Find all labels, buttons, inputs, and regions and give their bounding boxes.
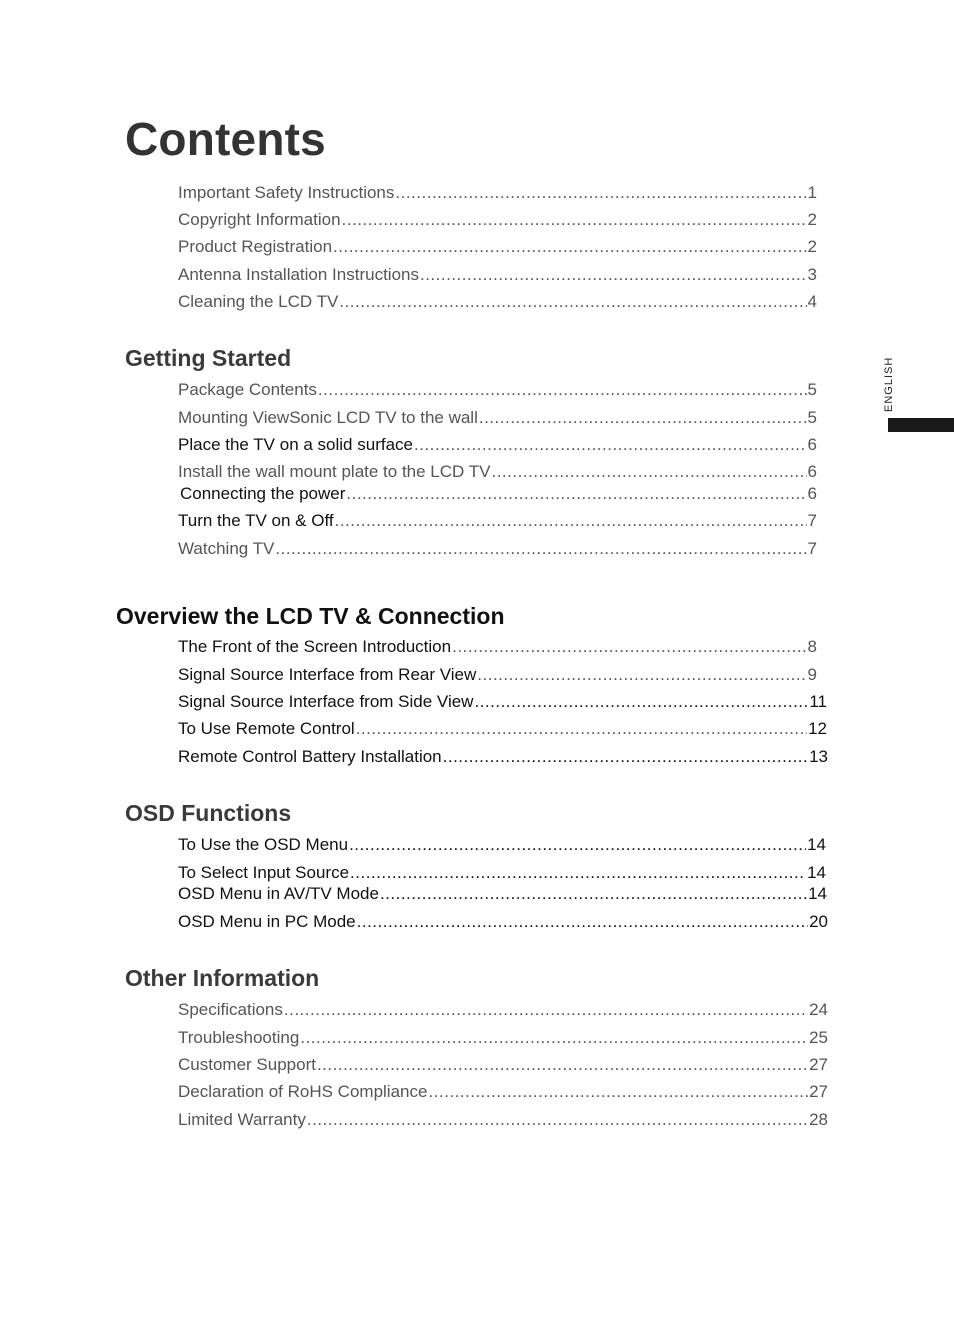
- toc-entry-title: Limited Warranty: [178, 1110, 306, 1129]
- toc-entry-title: Antenna Installation Instructions: [178, 265, 419, 284]
- toc-entry[interactable]: [178, 747, 828, 767]
- toc-entry-page: 14: [807, 863, 826, 882]
- toc-entry[interactable]: [178, 237, 817, 257]
- toc-entry-title: Connecting the power: [180, 484, 346, 503]
- toc-entry[interactable]: [178, 292, 817, 312]
- toc-leader: [342, 210, 807, 230]
- toc-entry-title: Important Safety Instructions: [178, 183, 395, 202]
- toc-entry[interactable]: [178, 1055, 828, 1075]
- toc-entry-title: Cleaning the LCD TV: [178, 292, 339, 311]
- toc-entry-page: 2: [807, 210, 817, 229]
- toc-entry-page: 11: [809, 692, 827, 711]
- toc-entry-page: 6: [807, 462, 817, 481]
- toc-entry[interactable]: [178, 408, 817, 428]
- toc-leader: [357, 912, 808, 932]
- toc-entry-page: 9: [807, 665, 817, 684]
- toc-entry-page: 6: [807, 484, 817, 503]
- toc-entry[interactable]: [178, 462, 817, 482]
- toc-entry-title: Customer Support: [178, 1055, 316, 1074]
- toc-entry-title: Copyright Information: [178, 210, 341, 229]
- toc-entry-title: Product Registration: [178, 237, 333, 256]
- toc-entry-title: Signal Source Interface from Side View: [178, 692, 474, 711]
- toc-entry-page: 2: [807, 237, 817, 256]
- toc-entry-page: 27: [809, 1055, 828, 1074]
- toc-entry-page: 27: [809, 1082, 828, 1101]
- toc-entry[interactable]: [178, 884, 827, 904]
- toc-entry[interactable]: [178, 637, 817, 657]
- toc-entry[interactable]: [178, 1110, 828, 1130]
- section-heading-overview: Overview the LCD TV & Connection: [116, 603, 505, 629]
- toc-entry-title: Turn the TV on & Off: [178, 511, 334, 530]
- language-tab-bar: [888, 418, 954, 432]
- toc-leader: [414, 435, 807, 455]
- toc-leader: [477, 665, 806, 685]
- toc-entry-title: Install the wall mount plate to the LCD TV: [178, 462, 491, 481]
- toc-leader: [318, 380, 807, 400]
- toc-entry-page: 28: [809, 1110, 828, 1129]
- toc-entry-title: Remote Control Battery Installation: [178, 747, 442, 766]
- toc-entry-title: Mounting ViewSonic LCD TV to the wall: [178, 408, 478, 427]
- toc-entry-title: To Use Remote Control: [178, 719, 355, 738]
- toc-entry[interactable]: [178, 835, 826, 855]
- toc-entry-title: Place the TV on a solid surface: [178, 435, 413, 454]
- toc-leader: [452, 637, 806, 657]
- toc-leader: [443, 747, 808, 767]
- toc-leader: [284, 1000, 808, 1020]
- toc-entry[interactable]: [178, 692, 827, 712]
- toc-entry-title: Signal Source Interface from Rear View: [178, 665, 477, 684]
- toc-entry-page: 8: [807, 637, 817, 656]
- toc-entry[interactable]: [178, 210, 817, 230]
- toc-entry[interactable]: [178, 539, 817, 559]
- section-heading-other-information: Other Information: [125, 965, 320, 991]
- toc-leader: [300, 1028, 808, 1048]
- toc-entry-title: Watching TV: [178, 539, 275, 558]
- toc-entry-page: 14: [808, 884, 827, 903]
- toc-leader: [479, 408, 807, 428]
- toc-entry[interactable]: [178, 719, 827, 739]
- toc-entry-page: 12: [808, 719, 827, 738]
- toc-entry[interactable]: [178, 1000, 828, 1020]
- toc-leader: [349, 835, 806, 855]
- toc-entry-page: 25: [809, 1028, 828, 1047]
- toc-entry-title: Package Contents: [178, 380, 317, 399]
- toc-entry-title: Troubleshooting: [178, 1028, 300, 1047]
- toc-leader: [335, 511, 807, 531]
- toc-entry[interactable]: [178, 665, 817, 685]
- toc-entry[interactable]: [178, 265, 817, 285]
- toc-entry[interactable]: [178, 183, 817, 203]
- toc-leader: [380, 884, 807, 904]
- toc-entry-title: The Front of the Screen Introduction: [178, 637, 452, 656]
- toc-leader: [346, 484, 806, 504]
- toc-leader: [350, 863, 806, 883]
- toc-entry-page: 7: [807, 539, 817, 558]
- toc-entry-page: 13: [809, 747, 828, 766]
- toc-entry-page: 24: [809, 1000, 828, 1019]
- toc-entry[interactable]: [178, 912, 828, 932]
- toc-entry-page: 5: [807, 408, 817, 427]
- toc-entry-title: OSD Menu in AV/TV Mode: [178, 884, 379, 903]
- toc-entry[interactable]: [180, 484, 817, 504]
- toc-entry-title: To Use the OSD Menu: [178, 835, 349, 854]
- toc-entry[interactable]: [178, 511, 817, 531]
- toc-entry-title: To Select Input Source: [178, 863, 350, 882]
- toc-entry-title: Declaration of RoHS Compliance: [178, 1082, 428, 1101]
- toc-leader: [317, 1055, 808, 1075]
- toc-entry[interactable]: [178, 1028, 828, 1048]
- toc-entry-page: 6: [807, 435, 817, 454]
- toc-entry-page: 3: [807, 265, 817, 284]
- toc-entry[interactable]: [178, 1082, 828, 1102]
- toc-leader: [420, 265, 807, 285]
- toc-entry-page: 4: [807, 292, 817, 311]
- language-tab-label: ENGLISH: [883, 356, 895, 412]
- page-title: Contents: [125, 113, 326, 165]
- toc-leader: [307, 1110, 808, 1130]
- toc-entry-title: OSD Menu in PC Mode: [178, 912, 356, 931]
- toc-entry[interactable]: [178, 435, 817, 455]
- toc-leader: [339, 292, 806, 312]
- toc-entry-page: 20: [809, 912, 828, 931]
- toc-entry-page: 5: [807, 380, 817, 399]
- toc-leader: [275, 539, 806, 559]
- toc-leader: [491, 462, 806, 482]
- section-heading-osd-functions: OSD Functions: [125, 800, 292, 826]
- toc-entry-page: 7: [807, 511, 817, 530]
- toc-entry-title: Specifications: [178, 1000, 283, 1019]
- section-heading-getting-started: Getting Started: [125, 345, 292, 371]
- toc-entry-page: 14: [807, 835, 826, 854]
- toc-entry[interactable]: [178, 863, 826, 883]
- toc-leader: [428, 1082, 808, 1102]
- toc-entry[interactable]: [178, 380, 817, 400]
- toc-leader: [356, 719, 807, 739]
- toc-leader: [333, 237, 807, 257]
- toc-leader: [395, 183, 806, 203]
- toc-entry-page: 1: [807, 183, 817, 202]
- toc-leader: [474, 692, 808, 712]
